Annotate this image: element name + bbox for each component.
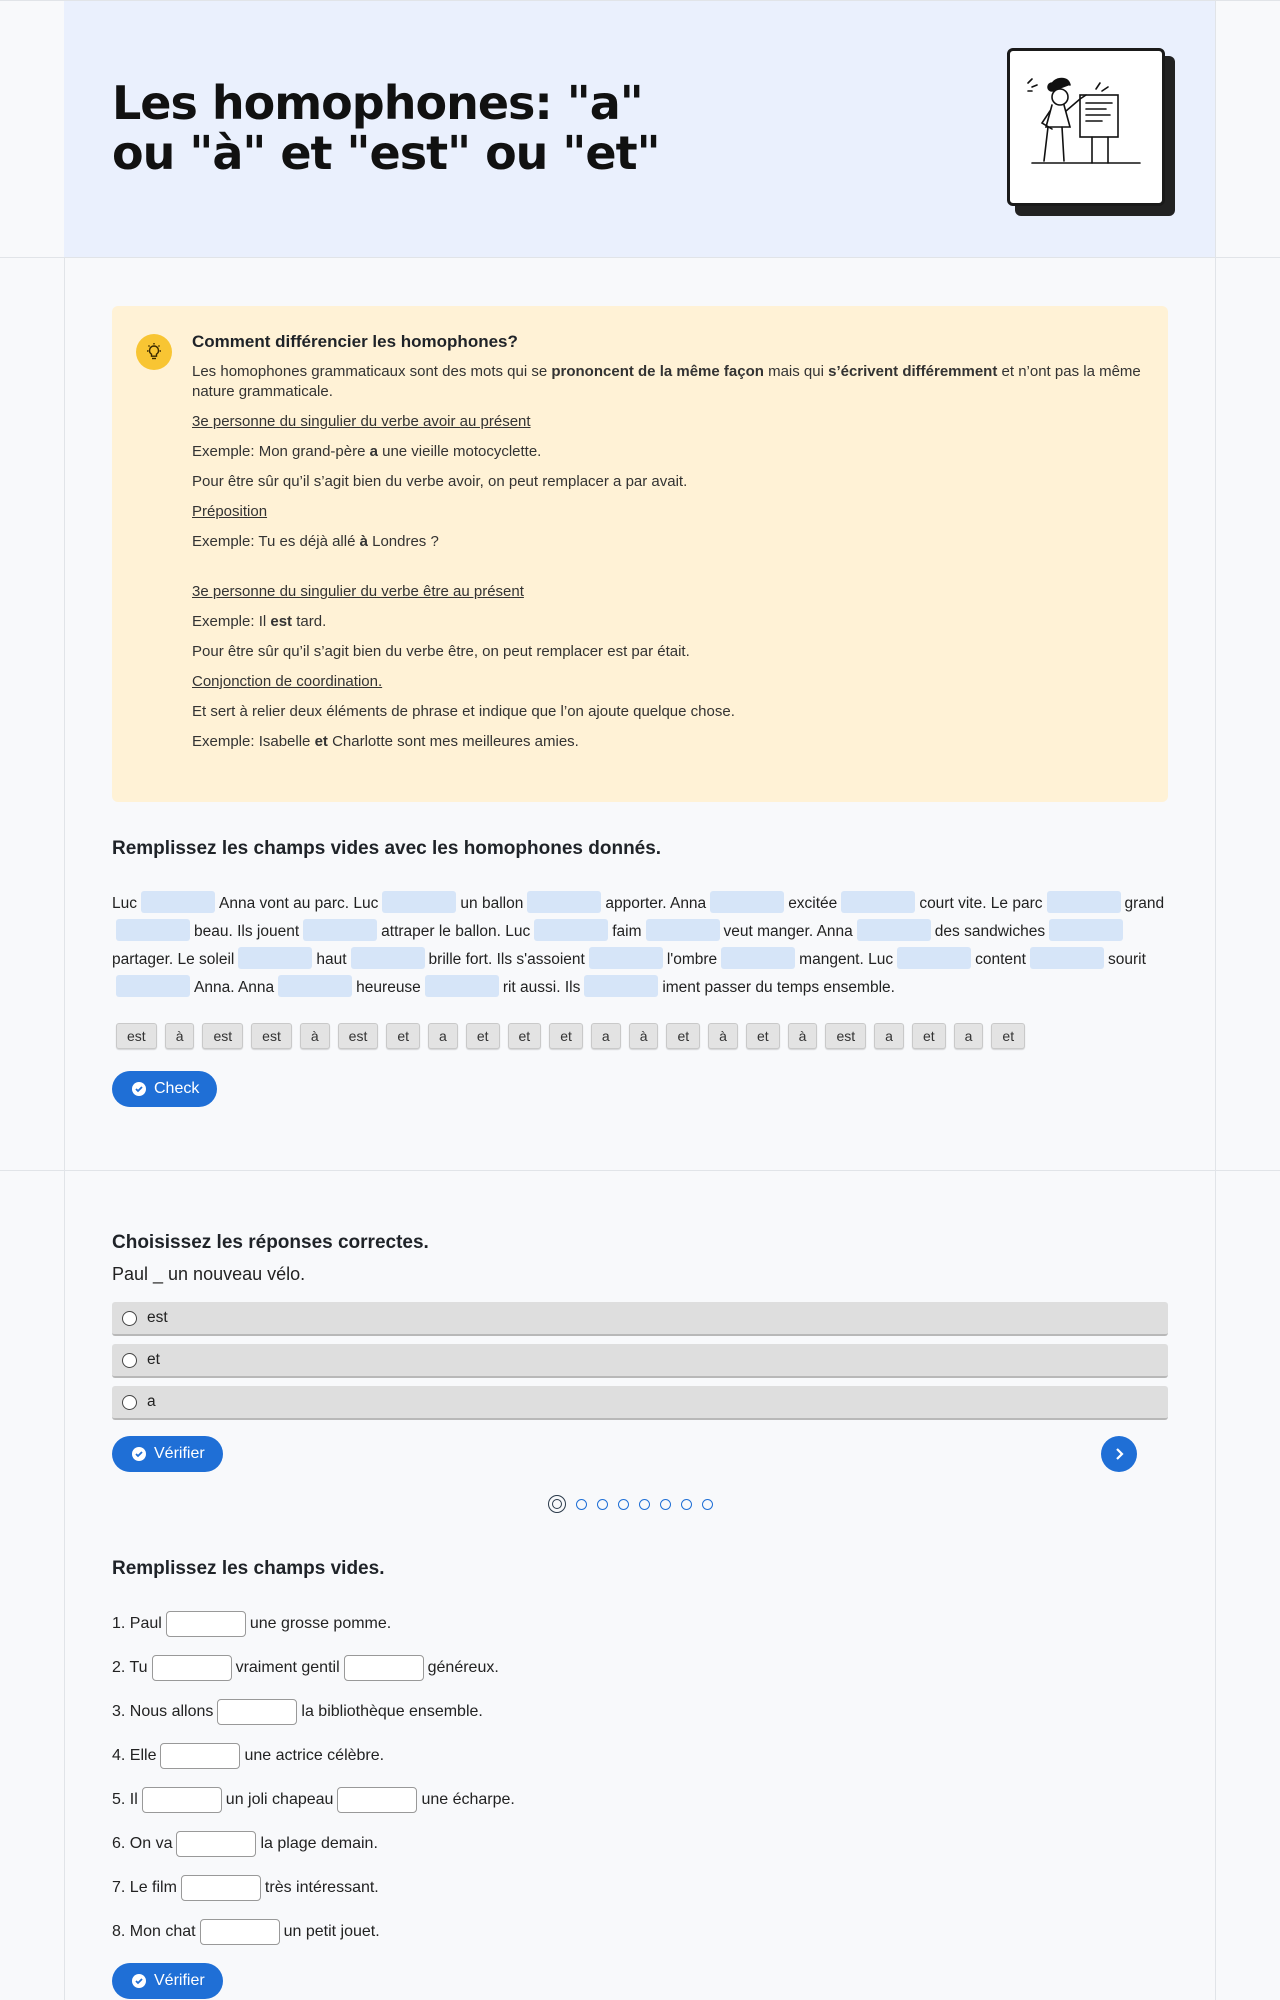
fill-in-input[interactable] — [217, 1699, 297, 1725]
drop-blank[interactable] — [1049, 919, 1123, 941]
fill-in-text: la plage demain. — [260, 1835, 378, 1852]
cloze-text-segment: sourit — [1107, 951, 1146, 968]
word-chip[interactable]: est — [338, 1023, 379, 1049]
drop-blank[interactable] — [303, 919, 377, 941]
fill-in-input[interactable] — [166, 1611, 246, 1637]
avoir-note: Pour être sûr qu’il s’agit bien du verbe avoir, on peut remplacer a par avait. — [192, 473, 688, 490]
header-top-border — [0, 0, 1280, 1]
page-border-left — [64, 0, 65, 2000]
check-button[interactable] — [112, 1071, 217, 1107]
fill-in-input[interactable] — [337, 1787, 417, 1813]
word-chip[interactable]: et — [386, 1023, 420, 1049]
cloze-text-segment: grand — [1124, 895, 1165, 912]
teacher-at-board-illustration — [1007, 48, 1165, 206]
next-question-button[interactable] — [1101, 1436, 1137, 1472]
fill-in-text: 2. Tu — [112, 1659, 148, 1676]
fill-in-text: 5. Il — [112, 1791, 138, 1808]
word-chip[interactable]: et — [666, 1023, 700, 1049]
fill-in-row — [112, 1655, 499, 1681]
word-bank — [116, 1023, 1025, 1049]
cloze-text-segment: apporter. Anna — [605, 895, 707, 912]
verify-button[interactable] — [112, 1436, 223, 1472]
verify-button-2[interactable] — [112, 1963, 223, 1999]
conjonction-note: Et sert à relier deux éléments de phrase et indique que l’on ajoute quelque chose. — [192, 703, 735, 720]
fill-in-input[interactable] — [176, 1831, 256, 1857]
verify-button-label: Vérifier — [154, 1445, 205, 1462]
fill-in-input[interactable] — [152, 1655, 232, 1681]
drop-blank[interactable] — [841, 891, 915, 913]
cloze-text-segment: rit aussi. Ils — [502, 979, 581, 996]
word-chip[interactable]: et — [508, 1023, 542, 1049]
exercise1-title: Remplissez les champs vides avec les homophones donnés. — [112, 838, 662, 859]
drop-blank[interactable] — [1030, 947, 1104, 969]
fill-in-row — [112, 1787, 515, 1813]
check-circle-icon — [132, 1447, 146, 1461]
exercise2-title: Choisissez les réponses correctes. — [112, 1232, 429, 1253]
avoir-example: Exemple: Mon grand-père a une vieille motocyclette. — [192, 443, 542, 460]
cloze-text-segment: faim — [612, 923, 642, 940]
mcq-option[interactable]: et — [112, 1344, 1168, 1378]
question-pager — [548, 1495, 713, 1513]
drop-blank[interactable] — [116, 975, 190, 997]
lightbulb-icon — [136, 334, 172, 370]
radio-icon[interactable] — [122, 1353, 137, 1368]
page-border-right — [1215, 0, 1216, 2000]
word-chip[interactable]: et — [466, 1023, 500, 1049]
cloze-text-segment: Anna vont au parc. Luc — [219, 895, 379, 912]
avoir-heading: 3e personne du singulier du verbe avoir au présent — [192, 413, 531, 430]
word-chip[interactable]: à — [629, 1023, 659, 1049]
conjonction-heading: Conjonction de coordination. — [192, 673, 383, 690]
etre-note: Pour être sûr qu’il s’agit bien du verbe être, on peut remplacer est par était. — [192, 643, 690, 660]
word-chip[interactable]: et — [912, 1023, 946, 1049]
fill-in-input[interactable] — [160, 1743, 240, 1769]
check-button-label: Check — [154, 1080, 200, 1097]
fill-in-text: une grosse pomme. — [249, 1615, 392, 1632]
word-chip[interactable]: à — [788, 1023, 818, 1049]
mcq-option[interactable]: est — [112, 1302, 1168, 1336]
fill-in-text: 4. Elle — [112, 1747, 157, 1764]
tip-content — [192, 332, 1142, 762]
drop-blank[interactable] — [238, 947, 312, 969]
word-chip[interactable]: et — [746, 1023, 780, 1049]
cloze-text-segment: un ballon — [460, 895, 524, 912]
word-chip[interactable]: est — [116, 1023, 157, 1049]
word-chip[interactable]: a — [591, 1023, 621, 1049]
drop-blank[interactable] — [589, 947, 663, 969]
word-chip[interactable]: à — [708, 1023, 738, 1049]
fill-in-row — [112, 1699, 483, 1725]
fill-in-text: 6. On va — [112, 1835, 173, 1852]
fill-in-text: 8. Mon chat — [112, 1923, 196, 1940]
fill-in-input[interactable] — [200, 1919, 280, 1945]
word-chip[interactable]: est — [251, 1023, 292, 1049]
word-chip[interactable]: est — [202, 1023, 243, 1049]
fill-in-row — [112, 1831, 378, 1857]
fill-in-text: 1. Paul — [112, 1615, 162, 1632]
drop-blank[interactable] — [857, 919, 931, 941]
mcq-option[interactable]: a — [112, 1386, 1168, 1420]
drop-blank[interactable] — [278, 975, 352, 997]
cloze-text-segment: brille fort. Ils s'assoient — [428, 951, 585, 968]
pager-dot[interactable] — [618, 1499, 629, 1510]
exercise3-title: Remplissez les champs vides. — [112, 1558, 385, 1579]
pager-dot[interactable] — [639, 1499, 650, 1510]
cloze-text-segment: content — [975, 951, 1026, 968]
fill-in-row — [112, 1875, 379, 1901]
drop-blank[interactable] — [351, 947, 425, 969]
radio-icon[interactable] — [122, 1311, 137, 1326]
fill-in-input[interactable] — [181, 1875, 261, 1901]
check-circle-icon — [132, 1082, 146, 1096]
fill-in-text: très intéressant. — [264, 1879, 379, 1896]
drop-blank[interactable] — [897, 947, 971, 969]
etre-example: Exemple: Il est tard. — [192, 613, 327, 630]
cloze-text-segment: Luc — [112, 895, 137, 912]
fill-in-text: une écharpe. — [421, 1791, 515, 1808]
chevron-right-icon — [1112, 1447, 1126, 1461]
cloze-text-segment: iment passer du temps ensemble. — [662, 979, 895, 996]
word-chip[interactable]: à — [300, 1023, 330, 1049]
fill-in-text: un joli chapeau — [225, 1791, 334, 1808]
check-circle-icon — [132, 1974, 146, 1988]
pager-dot[interactable] — [597, 1499, 608, 1510]
cloze-text-segment: haut — [316, 951, 347, 968]
tip-intro: Les homophones grammaticaux sont des mots qui se prononcent de la même façon mais qui s’écrivent différemment et n’ont pas la même nature grammaticale. — [192, 363, 1141, 400]
cloze-text-segment: excitée — [788, 895, 838, 912]
pager-dot[interactable] — [548, 1495, 566, 1513]
cloze-text — [112, 890, 1168, 1002]
drop-blank[interactable] — [116, 919, 190, 941]
cloze-text-segment: heureuse — [356, 979, 421, 996]
preposition-example: Exemple: Tu es déjà allé à Londres ? — [192, 533, 439, 550]
fill-in-input[interactable] — [344, 1655, 424, 1681]
fill-in-text: 3. Nous allons — [112, 1703, 214, 1720]
word-chip[interactable]: à — [165, 1023, 195, 1049]
drop-blank[interactable] — [382, 891, 456, 913]
cloze-text-segment: mangent. Luc — [799, 951, 894, 968]
preposition-heading: Préposition — [192, 503, 268, 520]
cloze-text-segment: veut manger. Anna — [723, 923, 853, 940]
drop-blank[interactable] — [710, 891, 784, 913]
cloze-text-segment: court vite. Le parc — [919, 895, 1043, 912]
drop-blank[interactable] — [584, 975, 658, 997]
radio-icon[interactable] — [122, 1395, 137, 1410]
word-chip[interactable]: et — [549, 1023, 583, 1049]
drop-blank[interactable] — [1047, 891, 1121, 913]
fill-in-text: 7. Le film — [112, 1879, 177, 1896]
cloze-text-segment: Anna. Anna — [194, 979, 275, 996]
cloze-text-segment: des sandwiches — [934, 923, 1046, 940]
drop-blank[interactable] — [141, 891, 215, 913]
etre-heading: 3e personne du singulier du verbe être au présent — [192, 583, 524, 600]
word-chip[interactable]: a — [874, 1023, 904, 1049]
drop-blank[interactable] — [721, 947, 795, 969]
fill-in-text: un petit jouet. — [283, 1923, 380, 1940]
mcq-question: Paul _ un nouveau vélo. — [112, 1264, 306, 1284]
fill-in-text: vraiment gentil — [235, 1659, 340, 1676]
fill-in-text: la bibliothèque ensemble. — [301, 1703, 483, 1720]
tip-title: Comment différencier les homophones? — [192, 332, 518, 351]
fill-in-row — [112, 1743, 384, 1769]
fill-in-input[interactable] — [142, 1787, 222, 1813]
pager-dot[interactable] — [660, 1499, 671, 1510]
drop-blank[interactable] — [425, 975, 499, 997]
word-chip[interactable]: et — [991, 1023, 1025, 1049]
drop-blank[interactable] — [534, 919, 608, 941]
fill-in-text: généreux. — [427, 1659, 499, 1676]
drop-blank[interactable] — [646, 919, 720, 941]
pager-dot[interactable] — [681, 1499, 692, 1510]
fill-in-row — [112, 1611, 391, 1637]
fill-in-row — [112, 1919, 380, 1945]
pager-dot[interactable] — [576, 1499, 587, 1510]
word-chip[interactable]: est — [825, 1023, 866, 1049]
header-divider — [0, 257, 1280, 258]
cloze-text-segment: l'ombre — [666, 951, 718, 968]
word-chip[interactable]: a — [428, 1023, 458, 1049]
verify-button-2-label: Vérifier — [154, 1972, 205, 1989]
word-chip[interactable]: a — [954, 1023, 984, 1049]
cloze-text-segment: partager. Le soleil — [112, 951, 235, 968]
page-title: Les homophones: "a" ou "à" et "est" ou "et" — [112, 76, 660, 180]
drop-blank[interactable] — [527, 891, 601, 913]
cloze-text-segment: attraper le ballon. Luc — [381, 923, 531, 940]
cloze-text-segment: beau. Ils jouent — [194, 923, 300, 940]
pager-dot[interactable] — [702, 1499, 713, 1510]
conjonction-example: Exemple: Isabelle et Charlotte sont mes meilleures amies. — [192, 733, 579, 750]
section-divider — [0, 1170, 1280, 1171]
fill-in-text: une actrice célèbre. — [244, 1747, 385, 1764]
